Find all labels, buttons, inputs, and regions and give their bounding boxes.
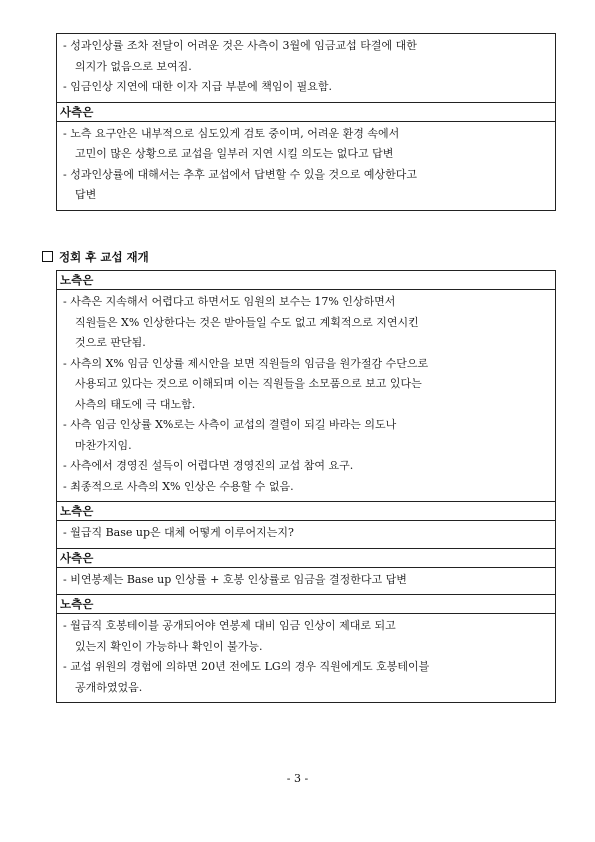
- top-discussion-block: [56, 33, 556, 211]
- speaker-heading: 노측은: [57, 594, 555, 614]
- bullet-item: [63, 456, 551, 477]
- bullet-item: [63, 77, 551, 98]
- section-heading: [42, 249, 149, 265]
- bullet-line: - 성과인상률에 대해서는 추후 교섭에서 답변할 수 있을 것으로 예상한다고: [63, 167, 417, 181]
- bullet-continuation: 마찬가지임.: [75, 438, 132, 452]
- bullet-item: [63, 523, 551, 544]
- bullet-line: - 월급직 Base up은 대체 어떻게 이루어지는지?: [63, 526, 294, 539]
- bullet-item: [63, 415, 551, 456]
- bullet-item: [63, 36, 551, 77]
- bullet-item: [63, 165, 551, 206]
- speaker-statements: [57, 34, 555, 102]
- page-number: - 3 -: [286, 772, 309, 785]
- bullet-item: [63, 292, 551, 354]
- bullet-line: - 비연봉제는 Base up 인상률 + 호봉 인상률로 임금을 결정한다고 답변: [63, 572, 407, 586]
- bullet-item: [63, 477, 551, 498]
- resumed-negotiation-block: [56, 270, 556, 703]
- bullet-line: - 사측 임금 인상률 X%로는 사측이 교섭의 결렬이 되길 바라는 의도나: [63, 418, 397, 431]
- bullet-line: - 노측 요구안은 내부적으로 심도있게 검토 중이며, 어려운 환경 속에서: [63, 126, 400, 140]
- bullet-line: - 성과인상률 조차 전달이 어려운 것은 사측이 3월에 임금교섭 타결에 대한: [63, 39, 417, 52]
- bullet-item: [63, 616, 551, 657]
- speaker-statements: [57, 521, 555, 548]
- bullet-continuation: 사용되고 있다는 것으로 이해되며 이는 직원들을 소모품으로 보고 있다는: [75, 377, 422, 390]
- bullet-line: - 임금인상 지연에 대한 이자 지급 부분에 책임이 필요함.: [63, 80, 332, 93]
- speaker-statements: [57, 614, 555, 702]
- bullet-continuation: 직원들은 X% 인상한다는 것은 받아들일 수도 없고 계획적으로 지연시킨: [75, 315, 419, 329]
- bullet-continuation: 것으로 판단됨.: [75, 336, 146, 349]
- speaker-heading: 사측은: [57, 548, 555, 568]
- speaker-statements: [57, 290, 555, 501]
- speaker-statements: [57, 122, 555, 210]
- bullet-item: [63, 570, 551, 591]
- section-heading-text: 정회 후 교섭 재개: [59, 250, 149, 264]
- bullet-continuation: 답변: [75, 188, 97, 201]
- bullet-line: - 사측에서 경영진 설득이 어렵다면 경영진의 교섭 참여 요구.: [63, 459, 354, 472]
- bullet-line: - 사측은 지속해서 어렵다고 하면서도 임원의 보수는 17% 인상하면서: [63, 295, 396, 308]
- checkbox-square-icon: [42, 251, 53, 262]
- bullet-continuation: 고민이 많은 상황으로 교섭을 일부러 지연 시킬 의도는 없다고 답변: [75, 147, 394, 160]
- bullet-line: - 사측의 X% 임금 인상률 제시안을 보면 직원들의 임금을 원가절감 수단으로: [63, 356, 429, 370]
- bullet-continuation: 의지가 없음으로 보여짐.: [75, 59, 192, 73]
- bullet-item: [63, 354, 551, 416]
- bullet-line: - 월급직 호봉테이블 공개되어야 연봉제 대비 임금 인상이 제대로 되고: [63, 619, 396, 632]
- bullet-continuation: 공개하였었음.: [75, 680, 143, 694]
- speaker-heading: 노측은: [57, 501, 555, 521]
- bullet-line: - 최종적으로 사측의 X% 인상은 수용할 수 없음.: [63, 479, 294, 493]
- bullet-continuation: 사측의 태도에 극 대노함.: [75, 397, 196, 411]
- speaker-heading: 사측은: [57, 102, 555, 122]
- bullet-line: - 교섭 위원의 경험에 의하면 20년 전에도 LG의 경우 직원에게도 호봉테이블: [63, 660, 430, 673]
- speaker-heading: 노측은: [57, 271, 555, 290]
- bullet-item: [63, 124, 551, 165]
- bullet-item: [63, 657, 551, 698]
- speaker-statements: [57, 568, 555, 595]
- bullet-continuation: 있는지 확인이 가능하나 확인이 불가능.: [75, 639, 263, 653]
